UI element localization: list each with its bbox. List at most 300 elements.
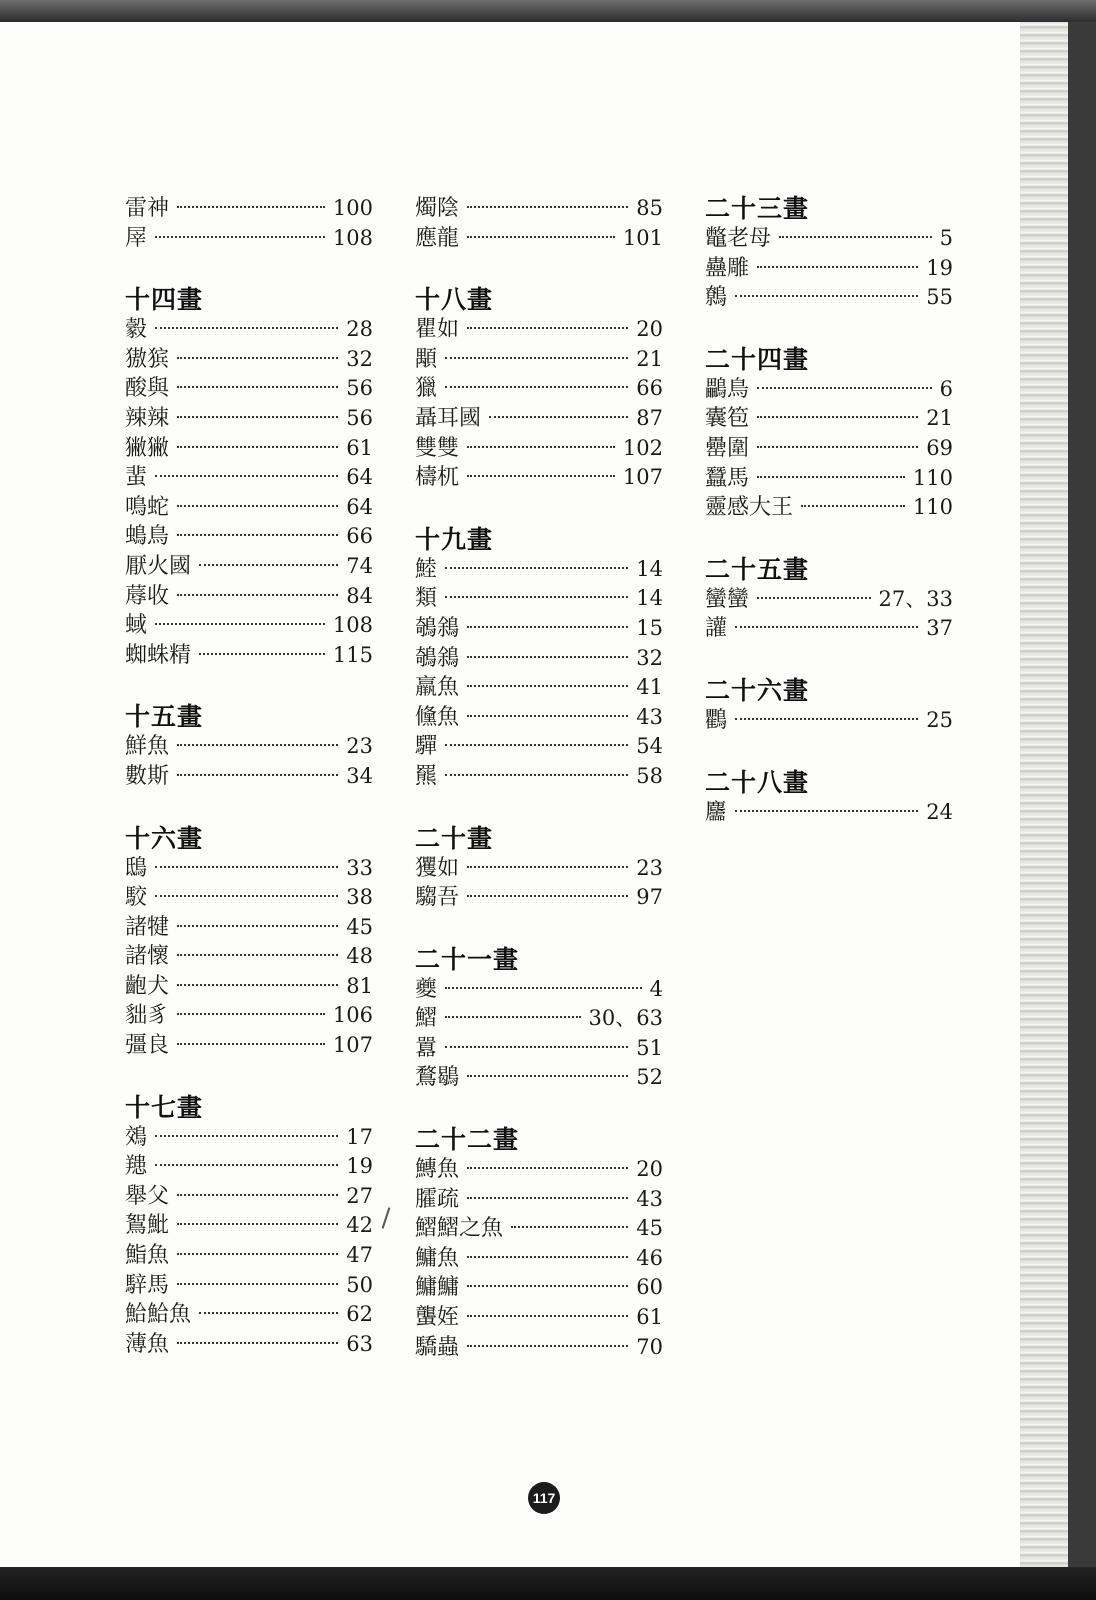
entry-page-number: 14	[636, 556, 663, 581]
entry-page-number: 32	[636, 645, 663, 670]
dot-leader	[155, 1135, 338, 1137]
entry-page-number: 15	[636, 615, 663, 640]
dot-leader	[467, 475, 615, 477]
dot-leader	[757, 446, 918, 448]
index-entry	[125, 883, 373, 913]
entry-name: 鮮魚	[125, 734, 170, 760]
dot-leader	[177, 416, 338, 418]
entry-page-number: 61	[346, 435, 373, 460]
index-entry	[125, 1001, 373, 1031]
entry-page-number: 66	[636, 376, 663, 401]
entry-page-number: 66	[346, 524, 373, 549]
index-entry	[415, 555, 663, 585]
dot-leader	[155, 475, 338, 477]
entry-page-number: 64	[346, 465, 373, 490]
entry-name: 臛疏	[415, 1186, 460, 1212]
index-entry	[125, 913, 373, 943]
index-entry	[125, 854, 373, 884]
page-number-badge: 117	[528, 1482, 560, 1514]
dot-leader	[177, 744, 338, 746]
entry-name: 蜚	[125, 465, 148, 491]
entry-page-number: 106	[332, 1003, 373, 1028]
entry-page-number: 21	[926, 406, 953, 431]
index-entry	[415, 434, 663, 464]
stroke-count-heading: 二十三畫	[705, 194, 810, 223]
dot-leader	[757, 476, 905, 478]
index-entry	[705, 375, 953, 405]
entry-name: 鮯鮯魚	[125, 1302, 192, 1328]
entry-page-number: 32	[346, 346, 373, 371]
entry-name: 鯥	[415, 556, 438, 582]
index-entry	[415, 1034, 663, 1064]
index-entry	[415, 1303, 663, 1333]
entry-page-number: 69	[926, 435, 953, 460]
index-entry	[125, 345, 373, 375]
entry-name: 聶耳國	[415, 405, 482, 431]
index-entry	[415, 762, 663, 792]
entry-name: 鴽魮	[125, 1213, 170, 1239]
entry-name: 彊良	[125, 1033, 170, 1059]
entry-name: 數斯	[125, 763, 170, 789]
entry-name: 豰	[125, 317, 148, 343]
index-entry	[415, 1185, 663, 1215]
dot-leader	[177, 594, 338, 596]
index-entry	[125, 972, 373, 1002]
index-entry	[415, 883, 663, 913]
index-entry	[125, 1031, 373, 1061]
dot-leader	[445, 567, 628, 569]
dot-leader	[467, 1167, 628, 1169]
entry-page-number: 46	[636, 1245, 663, 1270]
dot-leader	[155, 236, 325, 238]
entry-name: 鱄魚	[415, 1157, 460, 1183]
dot-leader	[735, 810, 918, 812]
dot-leader	[489, 416, 628, 418]
index-entry	[125, 434, 373, 464]
index-entry	[705, 224, 953, 254]
dot-leader	[757, 387, 932, 389]
index-entry	[415, 1244, 663, 1274]
dot-leader	[757, 597, 871, 599]
entry-page-number: 115	[332, 642, 373, 667]
dot-leader	[177, 984, 338, 986]
index-entry	[415, 315, 663, 345]
dot-leader	[177, 1194, 338, 1196]
entry-page-number: 20	[636, 1157, 663, 1182]
index-entry	[125, 463, 373, 493]
dot-leader	[801, 505, 905, 507]
dot-leader	[155, 1164, 338, 1166]
entry-page-number: 74	[346, 553, 373, 578]
dot-leader	[177, 386, 338, 388]
dot-leader	[445, 774, 628, 776]
entry-name: 雷神	[125, 196, 170, 221]
entry-page-number: 23	[346, 734, 373, 759]
stroke-group	[415, 1125, 663, 1362]
entry-page-number: 17	[346, 1124, 373, 1149]
entry-name: 蜮	[125, 613, 148, 639]
dot-leader	[467, 1285, 628, 1287]
index-entry	[125, 1330, 373, 1360]
stroke-group	[705, 345, 953, 523]
entry-name: 鰼	[415, 1006, 438, 1032]
index-entry	[125, 732, 373, 762]
entry-page-number: 27、33	[878, 586, 953, 611]
entry-name: 蠱雕	[705, 255, 750, 281]
entry-name: 酸與	[125, 376, 170, 402]
index-entry	[125, 1271, 373, 1301]
stroke-count-heading: 十九畫	[415, 524, 494, 554]
entry-name: 羸魚	[415, 675, 460, 701]
entry-page-number: 50	[346, 1272, 373, 1297]
index-entry	[125, 641, 373, 671]
index-entry	[705, 614, 953, 644]
entry-name: 䍺	[125, 1154, 148, 1180]
scan-top-shadow	[0, 0, 1096, 22]
dot-leader	[177, 1253, 338, 1255]
index-entry	[415, 703, 663, 733]
stroke-count-heading: 十四畫	[125, 285, 204, 315]
index-entry	[125, 582, 373, 612]
entry-name: 鳴蛇	[125, 494, 170, 520]
index-entry	[415, 673, 663, 703]
index-entry	[125, 1300, 373, 1330]
entry-page-number: 14	[636, 586, 663, 611]
entry-name: 鸓鳥	[705, 376, 750, 402]
entry-name: 應龍	[415, 225, 460, 251]
stroke-count-heading: 二十六畫	[705, 675, 810, 705]
entry-page-number: 108	[332, 225, 373, 250]
index-entry	[415, 1273, 663, 1303]
entry-page-number: 4	[649, 976, 663, 1001]
index-entry	[415, 463, 663, 493]
entry-name: 驕蟲	[415, 1334, 460, 1360]
index-entry	[125, 552, 373, 582]
dot-leader	[757, 416, 918, 418]
dot-leader	[467, 206, 628, 208]
dot-leader	[445, 357, 628, 359]
index-entry	[705, 464, 953, 494]
index-entry	[415, 1155, 663, 1185]
dot-leader	[467, 656, 628, 658]
entry-page-number: 25	[926, 707, 953, 732]
entry-name: 薄魚	[125, 1331, 170, 1357]
entry-name: 鷯	[705, 285, 728, 311]
entry-page-number: 38	[346, 885, 373, 910]
entry-page-number: 84	[346, 583, 373, 608]
entry-page-number: 108	[332, 613, 373, 638]
entry-page-number: 85	[636, 196, 663, 220]
entry-page-number: 51	[636, 1035, 663, 1060]
entry-name: 獓㺍	[125, 346, 170, 372]
entry-page-number: 52	[636, 1065, 663, 1090]
dot-leader	[177, 505, 338, 507]
entry-name: 鵸䳜	[415, 615, 460, 641]
index-entry	[125, 1123, 373, 1153]
index-entry	[415, 374, 663, 404]
dot-leader	[511, 1226, 628, 1228]
stroke-count-heading: 十七畫	[125, 1092, 204, 1122]
stroke-count-heading: 十五畫	[125, 702, 204, 732]
stray-pencil-mark	[382, 1207, 391, 1229]
entry-page-number: 47	[346, 1243, 373, 1268]
index-entry	[125, 762, 373, 792]
entry-name: 麢	[705, 799, 728, 825]
dot-leader	[177, 1013, 325, 1015]
entry-name: 鸜	[705, 707, 728, 733]
entry-name: 駮	[125, 885, 148, 911]
entry-page-number: 41	[636, 675, 663, 700]
entry-name: 鰼鰼之魚	[415, 1216, 504, 1242]
entry-page-number: 48	[346, 944, 373, 969]
entry-page-number: 5	[939, 226, 953, 250]
entry-page-number: 56	[346, 405, 373, 430]
stroke-group	[415, 525, 663, 792]
index-entry	[705, 493, 953, 523]
index-entry	[125, 374, 373, 404]
dot-leader	[467, 1256, 628, 1258]
stroke-count-heading: 十八畫	[415, 285, 494, 315]
dot-leader	[155, 327, 338, 329]
entry-page-number: 110	[912, 495, 953, 520]
entry-name: 蠶馬	[705, 465, 750, 491]
dot-leader	[155, 866, 338, 868]
dot-leader	[445, 987, 642, 989]
entry-name: 辣辣	[125, 405, 170, 431]
entry-name: 獙獙	[125, 435, 170, 461]
entry-page-number: 62	[346, 1302, 373, 1327]
index-column-3	[705, 194, 953, 859]
entry-page-number: 19	[926, 255, 953, 280]
dot-leader	[177, 534, 338, 536]
dot-leader	[445, 1016, 581, 1018]
entry-name: 類	[415, 586, 438, 612]
dot-leader	[445, 386, 628, 388]
dot-leader	[177, 925, 338, 927]
index-entry	[415, 1333, 663, 1363]
index-entry	[415, 975, 663, 1005]
entry-page-number: 100	[332, 196, 373, 220]
dot-leader	[177, 206, 325, 208]
dot-leader	[177, 1043, 325, 1045]
entry-page-number: 24	[926, 799, 953, 824]
dot-leader	[467, 236, 615, 238]
entry-name: 蠪姪	[415, 1305, 460, 1331]
dot-leader	[467, 626, 628, 628]
entry-name: 騂馬	[125, 1272, 170, 1298]
entry-name: 騶吾	[415, 885, 460, 911]
index-entry	[125, 1182, 373, 1212]
dot-leader	[177, 1342, 338, 1344]
entry-name: 屖	[125, 225, 148, 251]
page-edge-shadow	[1020, 22, 1068, 1567]
entry-name: 䳋鳥	[125, 524, 170, 550]
stroke-group	[125, 1093, 373, 1360]
stroke-group	[415, 945, 663, 1093]
scan-bottom-shadow	[0, 1567, 1096, 1600]
stroke-count-heading: 二十二畫	[415, 1125, 520, 1155]
entry-page-number: 70	[636, 1334, 663, 1359]
stroke-count-heading: 十六畫	[125, 823, 204, 853]
entry-name: 諸犍	[125, 914, 170, 940]
entry-page-number: 107	[622, 465, 663, 490]
entry-page-number: 21	[636, 346, 663, 371]
stroke-group	[705, 555, 953, 644]
entry-name: 鵁	[125, 1124, 148, 1150]
index-entry	[415, 1214, 663, 1244]
entry-page-number: 87	[636, 405, 663, 430]
entry-name: 齙犬	[125, 973, 170, 999]
entry-name: 鱅鱅	[415, 1275, 460, 1301]
entry-name: 蠻蠻	[705, 586, 750, 612]
index-entry	[415, 1004, 663, 1034]
index-entry	[125, 1241, 373, 1271]
entry-name: 檮杌	[415, 465, 460, 491]
entry-page-number: 30、63	[588, 1006, 663, 1031]
entry-name: 諸懷	[125, 944, 170, 970]
index-entry	[415, 854, 663, 884]
index-entry	[415, 224, 663, 254]
index-column-2	[415, 194, 663, 1394]
entry-name: 儵魚	[415, 704, 460, 730]
entry-page-number: 64	[346, 494, 373, 519]
entry-page-number: 28	[346, 317, 373, 342]
entry-name: 讙	[705, 616, 728, 642]
stroke-count-heading: 二十一畫	[415, 944, 520, 974]
index-entry	[125, 611, 373, 641]
entry-name: 雙雙	[415, 435, 460, 461]
entry-name: 鱅魚	[415, 1245, 460, 1271]
index-entry	[705, 283, 953, 313]
entry-name: 獵	[415, 376, 438, 402]
index-entry	[415, 404, 663, 434]
dot-leader	[445, 744, 628, 746]
dot-leader	[177, 774, 338, 776]
dot-leader	[467, 1345, 628, 1347]
entry-page-number: 56	[346, 376, 373, 401]
dot-leader	[445, 1046, 628, 1048]
dot-leader	[467, 1075, 628, 1077]
dot-leader	[155, 895, 338, 897]
entry-name: 鶩鶡	[415, 1065, 460, 1091]
entry-page-number: 37	[926, 616, 953, 641]
index-entry	[125, 1152, 373, 1182]
entry-page-number: 34	[346, 763, 373, 788]
entry-page-number: 107	[332, 1033, 373, 1058]
index-entry	[415, 614, 663, 644]
dot-leader	[735, 295, 918, 297]
entry-name: 玃如	[415, 855, 460, 881]
entry-page-number: 20	[636, 317, 663, 342]
stroke-group	[415, 194, 663, 253]
dot-leader	[757, 266, 918, 268]
stroke-count-heading: 二十畫	[415, 823, 494, 853]
entry-name: 貀豸	[125, 1003, 170, 1029]
stroke-group	[125, 702, 373, 791]
dot-leader	[467, 895, 628, 897]
dot-leader	[177, 357, 338, 359]
entry-name: 蜘蛛精	[125, 642, 192, 668]
entry-page-number: 102	[622, 435, 663, 460]
entry-page-number: 110	[912, 465, 953, 490]
entry-name: 蓐收	[125, 583, 170, 609]
entry-page-number: 33	[346, 855, 373, 880]
index-entry	[705, 404, 953, 434]
entry-page-number: 43	[636, 704, 663, 729]
dot-leader	[155, 623, 325, 625]
entry-page-number: 6	[939, 376, 953, 401]
index-entry	[415, 194, 663, 224]
dot-leader	[177, 446, 338, 448]
entry-name: 顒	[415, 346, 438, 372]
entry-page-number: 101	[622, 225, 663, 250]
dot-leader	[199, 564, 338, 566]
entry-name: 舉父	[125, 1183, 170, 1209]
entry-name: 靈感大王	[705, 495, 794, 521]
entry-name: 鴟	[125, 855, 148, 881]
dot-leader	[177, 1283, 338, 1285]
index-entry	[705, 434, 953, 464]
entry-page-number: 27	[346, 1183, 373, 1208]
entry-name: 囂	[415, 1035, 438, 1061]
index-entry	[125, 522, 373, 552]
index-entry	[705, 254, 953, 284]
entry-name: 驒	[415, 734, 438, 760]
entry-page-number: 19	[346, 1154, 373, 1179]
entry-page-number: 43	[636, 1186, 663, 1211]
entry-page-number: 55	[926, 285, 953, 310]
entry-page-number: 45	[636, 1216, 663, 1241]
entry-page-number: 54	[636, 734, 663, 759]
index-page	[0, 22, 1068, 1567]
stroke-group	[705, 194, 953, 313]
index-entry	[705, 798, 953, 828]
entry-name: 厭火國	[125, 553, 192, 579]
dot-leader	[467, 715, 628, 717]
entry-page-number: 61	[636, 1305, 663, 1330]
entry-page-number: 63	[346, 1331, 373, 1356]
entry-name: 瞿如	[415, 317, 460, 343]
stroke-count-heading: 二十八畫	[705, 767, 810, 797]
index-entry	[125, 1211, 373, 1241]
entry-name: 鼈老母	[705, 226, 772, 251]
dot-leader	[177, 1223, 338, 1225]
dot-leader	[467, 1197, 628, 1199]
index-entry	[125, 224, 373, 254]
dot-leader	[199, 1312, 338, 1314]
stroke-group	[125, 194, 373, 253]
dot-leader	[779, 236, 932, 238]
stroke-group	[415, 285, 663, 493]
dot-leader	[467, 685, 628, 687]
entry-name: 夔	[415, 976, 438, 1002]
index-entry	[125, 942, 373, 972]
entry-name: 鵸䳜	[415, 645, 460, 671]
dot-leader	[467, 327, 628, 329]
stroke-group	[705, 768, 953, 828]
stroke-count-heading: 二十五畫	[705, 554, 810, 584]
index-entry	[415, 1063, 663, 1093]
dot-leader	[199, 653, 325, 655]
stroke-group	[125, 285, 373, 670]
dot-leader	[467, 446, 615, 448]
dot-leader	[735, 718, 918, 720]
entry-page-number: 81	[346, 973, 373, 998]
index-entry	[125, 194, 373, 224]
dot-leader	[467, 866, 628, 868]
entry-name: 罍圍	[705, 435, 750, 461]
stroke-group	[415, 824, 663, 913]
